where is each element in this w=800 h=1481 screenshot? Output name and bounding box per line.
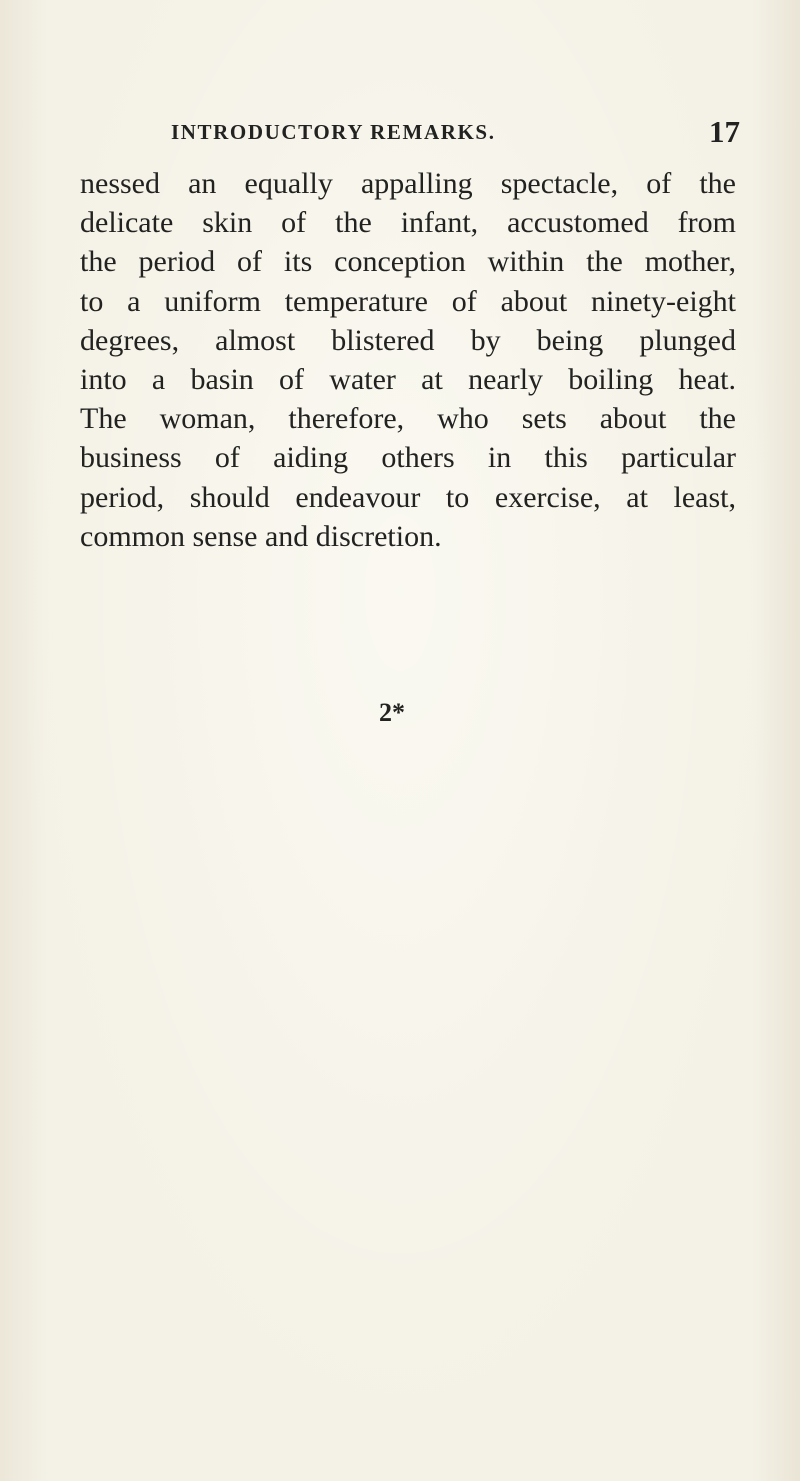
body-paragraph bbox=[80, 164, 736, 556]
page-number: 17 bbox=[709, 114, 740, 149]
running-head bbox=[80, 114, 740, 150]
text-line: delicate skin of the infant, accustomed from bbox=[80, 206, 736, 240]
text-line: period, should endeavour to exercise, at least, bbox=[80, 480, 736, 514]
text-line: to a uniform temperature of about ninety-eight bbox=[80, 284, 736, 318]
text-line: The woman, therefore, who sets about the bbox=[80, 402, 736, 436]
running-title: INTRODUCTORY REMARKS. bbox=[171, 120, 496, 144]
text-line: the period of its conception within the mother, bbox=[80, 245, 736, 279]
text-line-last: common sense and discretion. bbox=[80, 519, 442, 553]
text-line: nessed an equally appalling spectacle, of the bbox=[80, 167, 736, 200]
text-line: degrees, almost blistered by being plunged bbox=[80, 323, 736, 357]
text-line: business of aiding others in this particular bbox=[80, 441, 736, 475]
text-line: into a basin of water at nearly boiling heat. bbox=[80, 362, 736, 396]
signature-mark: 2* bbox=[379, 698, 405, 727]
